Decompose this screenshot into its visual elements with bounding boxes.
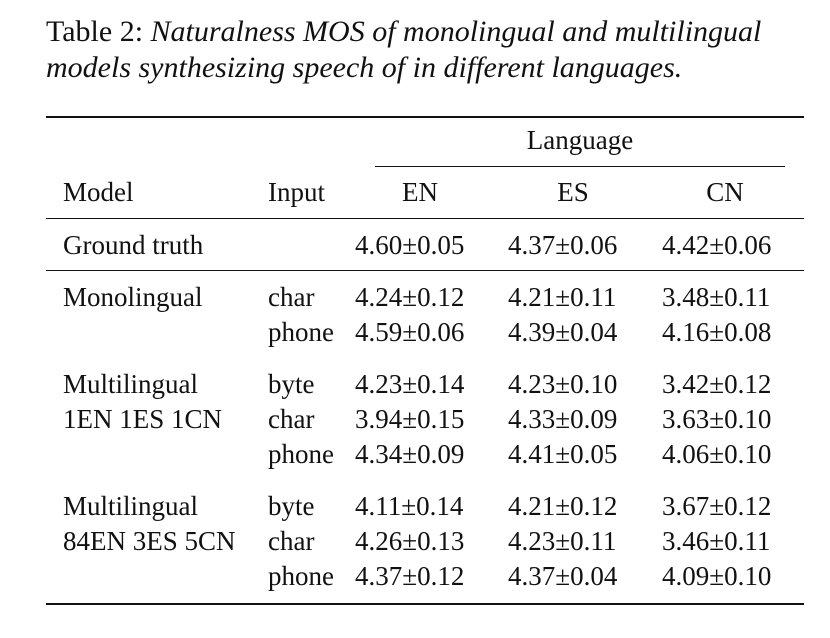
- row-input: char: [268, 282, 315, 312]
- row-es: 4.21±0.11: [508, 282, 617, 312]
- row-es: 4.41±0.05: [508, 439, 618, 469]
- row-en: 4.23±0.14: [355, 369, 465, 399]
- row-model: Ground truth: [63, 230, 204, 260]
- row-es: 4.33±0.09: [508, 404, 618, 434]
- caption-line-1: [46, 14, 816, 50]
- bottom-rule: [46, 603, 804, 605]
- row-en: 4.11±0.14: [355, 491, 464, 521]
- header-es: ES: [557, 177, 589, 207]
- row-es: 4.39±0.04: [508, 317, 618, 347]
- row-en: 4.37±0.12: [355, 561, 465, 591]
- row-input: phone: [268, 317, 334, 347]
- header-input: Input: [268, 177, 325, 207]
- row-model: Monolingual: [63, 282, 203, 312]
- row-input: char: [268, 526, 315, 556]
- row-cn: 4.16±0.08: [662, 317, 772, 347]
- row-cn: 3.63±0.10: [662, 404, 772, 434]
- row-cn: 3.67±0.12: [662, 491, 772, 521]
- row-en: 4.24±0.12: [355, 282, 465, 312]
- row-en: 4.60±0.05: [355, 230, 465, 260]
- row-cn: 4.09±0.10: [662, 561, 772, 591]
- row-model: Multilingual: [63, 369, 198, 399]
- row-cn: 4.42±0.06: [662, 230, 772, 260]
- row-es: 4.23±0.11: [508, 526, 617, 556]
- language-group-rule: [375, 166, 785, 167]
- row-input: byte: [268, 491, 315, 521]
- row-cn: 3.46±0.11: [662, 526, 771, 556]
- row-es: 4.37±0.04: [508, 561, 618, 591]
- row-input: char: [268, 404, 315, 434]
- header-en: EN: [402, 177, 438, 207]
- row-cn: 3.48±0.11: [662, 282, 771, 312]
- row-en: 4.26±0.13: [355, 526, 465, 556]
- header-rule: [46, 218, 804, 219]
- table-caption: [46, 14, 816, 86]
- caption-text-line-2: models synthesizing speech of in different languages.: [46, 51, 683, 84]
- header-cn: CN: [706, 177, 744, 207]
- header-model: Model: [63, 177, 134, 207]
- caption-label: Table 2:: [46, 15, 144, 48]
- row-en: 4.59±0.06: [355, 317, 465, 347]
- language-group-header: Language: [526, 125, 634, 155]
- row-model: 1EN 1ES 1CN: [63, 404, 223, 434]
- row-cn: 4.06±0.10: [662, 439, 772, 469]
- row-model: 84EN 3ES 5CN: [63, 526, 236, 556]
- row-en: 4.34±0.09: [355, 439, 465, 469]
- row-es: 4.23±0.10: [508, 369, 618, 399]
- section-rule: [46, 270, 804, 271]
- caption-text-line-1: Naturalness MOS of monolingual and multilingual: [150, 15, 762, 48]
- row-cn: 3.42±0.12: [662, 369, 772, 399]
- row-es: 4.21±0.12: [508, 491, 618, 521]
- row-en: 3.94±0.15: [355, 404, 465, 434]
- row-model: Multilingual: [63, 491, 198, 521]
- top-rule: [46, 116, 804, 118]
- row-input: byte: [268, 369, 315, 399]
- row-input: phone: [268, 561, 334, 591]
- row-es: 4.37±0.06: [508, 230, 618, 260]
- row-input: phone: [268, 439, 334, 469]
